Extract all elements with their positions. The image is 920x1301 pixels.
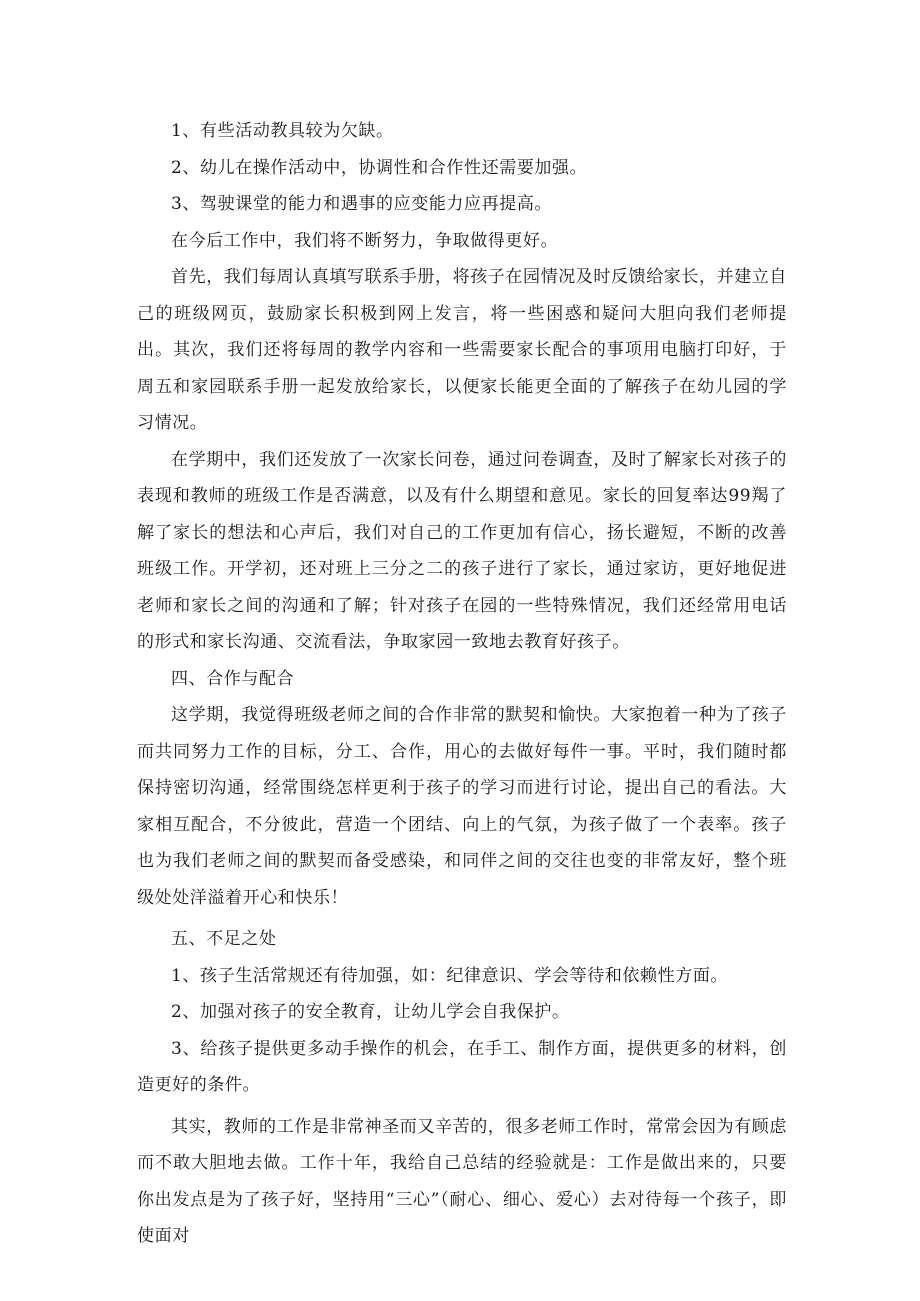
paragraph-reflection: 其实，教师的工作是非常神圣而又辛苦的，很多老师工作时，常常会因为有顾虑而不敢大胆地去做。工作十年，我给自己总结的经验就是：工作是做出来的，只要你出发点是为了孩子好，坚持用“三心”（耐心、细心、爱心）去对待每一个孩子，即使面对 xyxy=(137,1116,787,1246)
list-item-daily-routine: 1、孩子生活常规还有待加强，如：纪律意识、学会等待和依赖性方面。 xyxy=(171,965,729,986)
paragraph-contact-handbook: 首先，我们每周认真填写联系手册，将孩子在园情况及时反馈给家长，并建立自己的班级网页，鼓励家长积极到网上发言，将一些困惑和疑问大胆向我们老师提出。其次，我们还将每周的教学内容和一些需要家长配合的事项用电脑打印好，于周五和家园联系手册一起发放给家长，以便家长能更全面的了解孩子在幼儿园的学习情况。 xyxy=(137,267,787,433)
list-item-safety-education: 2、加强对孩子的安全教育，让幼儿学会自我保护。 xyxy=(171,1002,570,1022)
section-heading-shortcomings: 五、不足之处 xyxy=(171,929,277,949)
paragraph-teacher-cooperation: 这学期，我觉得班级老师之间的合作非常的默契和愉快。大家抱着一种为了孩子而共同努力工作的目标，分工、合作，用心的去做好每件一事。平时，我们随时都保持密切沟通，经常围绕怎样更利于孩子的学习而进行讨论，提出自己的看法。大家相互配合，不分彼此，营造一个团结、向上的气氛，为孩子做了一个表率。孩子也为我们老师之间的默契而备受感染，和同伴之间的交往也变的非常友好，整个班级处处洋溢着开心和快乐！ xyxy=(137,705,787,908)
paragraph-parent-survey: 在学期中，我们还发放了一次家长问卷，通过问卷调查，及时了解家长对孩子的表现和教师的班级工作是否满意，以及有什么期望和意见。家长的回复率达99羯了解了家长的想法和心声后，我们对自己的工作更加有信心，扬长避短，不断的改善班级工作。开学初，还对班上三分之二的孩子进行了家长，通过家访，更好地促进老师和家长之间的沟通和了解；针对孩子在园的一些特殊情况，我们还经常用电话的形式和家长沟通、交流看法，争取家园一致地去教育好孩子。 xyxy=(137,449,787,652)
document-page xyxy=(137,113,787,1255)
list-item-coordination: 2、幼儿在操作活动中，协调性和合作性还需要加强。 xyxy=(171,157,588,178)
list-item-classroom-ability: 3、驾驶课堂的能力和遇事的应变能力应再提高。 xyxy=(171,194,553,214)
list-item-hands-on-opportunities: 3、给孩子提供更多动手操作的机会，在手工、制作方面，提供更多的材料，创造更好的条件。 xyxy=(137,1038,787,1095)
section-heading-cooperation: 四、合作与配合 xyxy=(171,668,295,689)
list-item-lacking-teaching-aids: 1、有些活动教具较为欠缺。 xyxy=(171,121,394,141)
paragraph-future-work: 在今后工作中，我们将不断努力，争取做得更好。 xyxy=(171,230,559,251)
